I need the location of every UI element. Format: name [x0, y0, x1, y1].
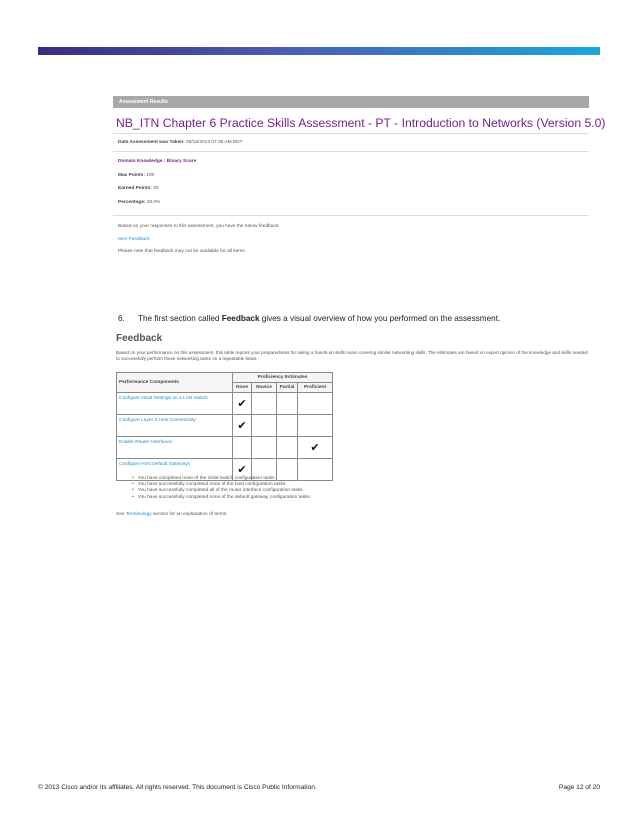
feedback-paragraph: Based on your performance on this assessment, this table reports your preparedness for taking a hands-on skills exam covering similar networking skills. The estimates are based on expert opinion of the knowledge and skills needed to successfully perform these networking tasks on a repeatable basis. — [116, 350, 588, 362]
terminology-link[interactable]: Terminology — [125, 512, 152, 517]
feedback-title: Feedback — [116, 333, 163, 344]
check-icon — [252, 415, 277, 437]
check-icon — [298, 393, 333, 415]
check-icon: ✔ — [233, 459, 252, 481]
divider — [113, 215, 589, 216]
table-row — [117, 415, 333, 437]
level-header: Novice — [252, 383, 277, 393]
assessment-results-header: Assessment Results — [113, 96, 589, 108]
col-components-header: Performance Components — [117, 373, 233, 393]
feedback-bullets — [132, 476, 311, 501]
item-feedback-link[interactable]: Item Feedback — [118, 237, 150, 242]
check-icon — [277, 415, 298, 437]
check-icon — [252, 437, 277, 459]
check-icon — [277, 393, 298, 415]
step-instruction: 6. The first section called Feedback gives a visual overview of how you performed on the assessment. — [118, 314, 501, 323]
header-color-bar — [38, 47, 600, 55]
step-number: 6. — [118, 314, 125, 323]
table-row — [117, 393, 333, 415]
component-link[interactable]: Configure Layer 3 Host Connectivity — [117, 415, 233, 437]
terminology-note: See Terminology section for an explanation of terms. — [116, 512, 228, 517]
table-row — [117, 437, 333, 459]
component-link[interactable]: Enable Router Interfaces — [117, 437, 233, 459]
earned-points: Earned Points: 20 — [118, 186, 159, 191]
page-footer — [38, 784, 600, 791]
date-taken: Date Assessment was Taken: 06/15/2013 07:35 AM EDT — [118, 140, 243, 145]
component-link[interactable]: Configure Initial Settings on a LAN Switch — [117, 393, 233, 415]
list-item: • You have successfully completed none of the default gateway configuration tasks. — [132, 495, 311, 501]
list-item: • You have completed none of the initial switch configuration tasks. — [132, 476, 311, 482]
check-icon — [252, 393, 277, 415]
component-link[interactable]: Configure Host Default Gateways — [117, 459, 233, 481]
check-icon: ✔ — [298, 437, 333, 459]
level-header: Proficient — [298, 383, 333, 393]
col-estimates-header: Proficiency Estimates — [233, 373, 333, 383]
page-number: Page 12 of 20 — [558, 784, 600, 791]
feedback-note: Please note that feedback may not be available for all items. — [118, 249, 246, 254]
list-item: • You have successfully completed none of the host configuration tasks. — [132, 482, 311, 488]
max-points: Max Points: 100 — [118, 173, 155, 178]
level-header: Partial — [277, 383, 298, 393]
divider — [113, 151, 589, 152]
percentage: Percentage: 20.0% — [118, 200, 161, 205]
check-icon — [277, 437, 298, 459]
divider — [113, 133, 589, 134]
check-icon — [233, 437, 252, 459]
proficiency-table — [116, 372, 333, 481]
check-icon: ✔ — [233, 415, 252, 437]
assessment-title: NB_ITN Chapter 6 Practice Skills Assessment - PT - Introduction to Networks (Version 5.0) — [116, 116, 606, 130]
check-icon: ✔ — [233, 393, 252, 415]
domain-knowledge: Domain Knowledge : Binary Score — [118, 159, 197, 164]
list-item: • You have successfully completed all of the router interface configuration tasks. — [132, 488, 311, 494]
feedback-intro: Based on your responses to this assessment, you have the below feedback: — [118, 224, 280, 229]
copyright-text: © 2013 Cisco and/or its affiliates. All rights reserved. This document is Cisco Public Information. — [38, 784, 317, 791]
check-icon — [298, 415, 333, 437]
level-header: None — [233, 383, 252, 393]
